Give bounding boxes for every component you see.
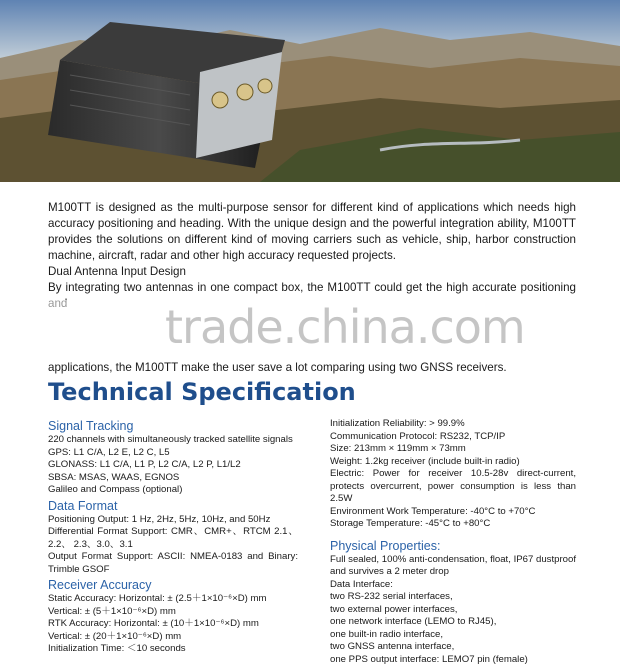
- spec-line: GPS: L1 C/A, L2 E, L2 C, L5: [48, 446, 170, 458]
- spec-line: Size: 213mm × 119mm × 73mm: [330, 443, 466, 454]
- spec-line: two external power interfaces,: [330, 603, 458, 615]
- spec-line: Vertical: ± (5＋1×10⁻⁶×D) mm: [48, 605, 176, 617]
- spec-line: SBSA: MSAS, WAAS, EGNOS: [48, 471, 180, 483]
- spec-line: Galileo and Compass (optional): [48, 484, 183, 495]
- spec-line: Output Format Support: ASCII: NMEA-0183 and Binary: Trimble GSOF: [48, 551, 298, 575]
- spec-line: Data Interface:: [330, 578, 393, 590]
- spec-line: RTK Accuracy: Horizontal: ± (10＋1×10⁻⁶×D) mm: [48, 618, 259, 629]
- spec-title: Technical Specification: [48, 378, 356, 406]
- spec-line: two GNSS antenna interface,: [330, 641, 455, 652]
- spec-line: Static Accuracy: Horizontal: ± (2.5＋1×10⁻⁶×D) mm: [48, 593, 267, 604]
- watermark-text: trade.china.com: [165, 300, 525, 354]
- spec-left-column: [48, 417, 298, 656]
- spec-line: Weight: 1.2kg receiver (include built-in radio): [330, 455, 520, 467]
- intro-paragraph: M100TT is designed as the multi-purpose sensor for different kind of applications which needs high accuracy positioning and heading. With the unique design and the powerful integration ability, M100TT provides the solutions on different kind of moving carriers such as vehicle, ship, harbor construction machine, aircraft, radar and other high accuracy requested projects.: [48, 201, 576, 262]
- spec-line: Differential Format Support: CMR、CMR+、RTCM 2.1、2.2、 2.3、3.0、3.1: [48, 526, 298, 550]
- intro-subheading: Dual Antenna Input Design: [48, 265, 186, 278]
- section-heading: Data Format: [48, 498, 118, 513]
- spec-line: one PPS output interface: LEMO7 pin (female): [330, 653, 528, 665]
- spec-line: two RS-232 serial interfaces,: [330, 591, 453, 602]
- spec-line: GLONASS: L1 C/A, L1 P, L2 C/A, L2 P, L1/L2: [48, 459, 241, 470]
- section-heading: Physical Properties:: [330, 538, 441, 553]
- spec-line: Initialization Time: ＜10 seconds: [48, 643, 186, 654]
- spec-line: Electric: Power for receiver 10.5-28v direct-current, protects overcurrent, power consumption is less than 2.5W: [330, 468, 576, 504]
- spec-line: one network interface (LEMO to RJ45),: [330, 616, 497, 627]
- landscape-illustration: [0, 0, 620, 190]
- spec-line: Positioning Output: 1 Hz, 2Hz, 5Hz, 10Hz, and 50Hz: [48, 513, 271, 525]
- spec-line: Initialization Reliability: > 99.9%: [330, 418, 465, 429]
- spec-line: Environment Work Temperature: -40°C to +70°C: [330, 505, 536, 517]
- section-heading: Receiver Accuracy: [48, 578, 152, 592]
- intro-line: By integrating two antennas in one compact box, the M100TT could get the high accurate positioning: [48, 281, 576, 294]
- spec-line: 220 channels with simultaneously tracked satellite signals: [48, 434, 293, 445]
- spec-line: Vertical: ± (20＋1×10⁻⁶×D) mm: [48, 630, 182, 642]
- spec-line: Full sealed, 100% anti-condensation, float, IP67 dustproof and survives a 2 meter drop: [330, 553, 576, 577]
- intro-line: applications, the M100TT make the user save a lot comparing using two GNSS receivers.: [48, 361, 507, 374]
- spec-line: one built-in radio interface,: [330, 628, 444, 640]
- spec-line: Communication Protocol: RS232, TCP/IP: [330, 430, 506, 442]
- section-heading: Signal Tracking: [48, 419, 134, 433]
- spec-line: Storage Temperature: -45°C to +80°C: [330, 518, 491, 529]
- spec-right-column: [330, 418, 576, 666]
- watermark-overlay: [0, 300, 620, 356]
- hero-image: [0, 0, 620, 190]
